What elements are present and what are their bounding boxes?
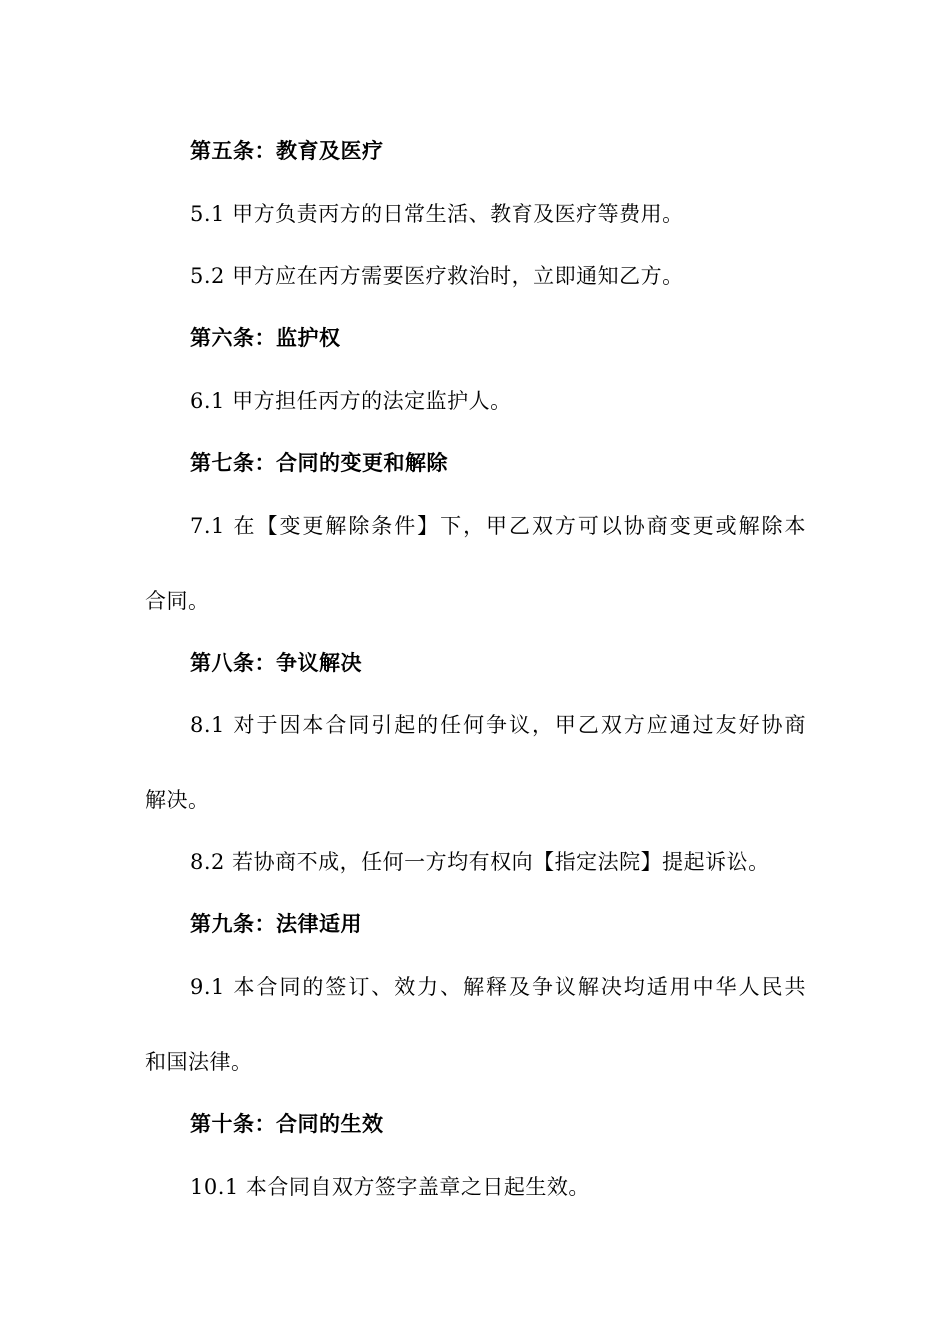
clause-7-1-line-1: 7.1 在【变更解除条件】下，甲乙双方可以协商变更或解除本 — [190, 514, 806, 538]
clause-8-1-line-2: 解决。 — [145, 788, 210, 812]
clause-9-1-line-1: 9.1 本合同的签订、效力、解释及争议解决均适用中华人民共 — [190, 975, 806, 999]
clause-5-2: 5.2 甲方应在丙方需要医疗救治时，立即通知乙方。 — [190, 264, 684, 288]
article-7-heading: 第七条：合同的变更和解除 — [190, 451, 448, 475]
article-10-heading: 第十条：合同的生效 — [190, 1112, 384, 1136]
article-9-heading: 第九条：法律适用 — [190, 912, 362, 936]
article-5-heading: 第五条：教育及医疗 — [190, 139, 384, 163]
clause-8-2: 8.2 若协商不成，任何一方均有权向【指定法院】提起诉讼。 — [190, 850, 770, 874]
clause-6-1: 6.1 甲方担任丙方的法定监护人。 — [190, 389, 512, 413]
article-6-heading: 第六条：监护权 — [190, 326, 341, 350]
clause-5-1: 5.1 甲方负责丙方的日常生活、教育及医疗等费用。 — [190, 202, 684, 226]
clause-7-1-line-2: 合同。 — [145, 589, 210, 613]
clause-10-1: 10.1 本合同自双方签字盖章之日起生效。 — [190, 1175, 590, 1199]
clause-9-1-line-2: 和国法律。 — [145, 1050, 253, 1074]
article-8-heading: 第八条：争议解决 — [190, 651, 362, 675]
clause-8-1-line-1: 8.1 对于因本合同引起的任何争议，甲乙双方应通过友好协商 — [190, 713, 806, 737]
